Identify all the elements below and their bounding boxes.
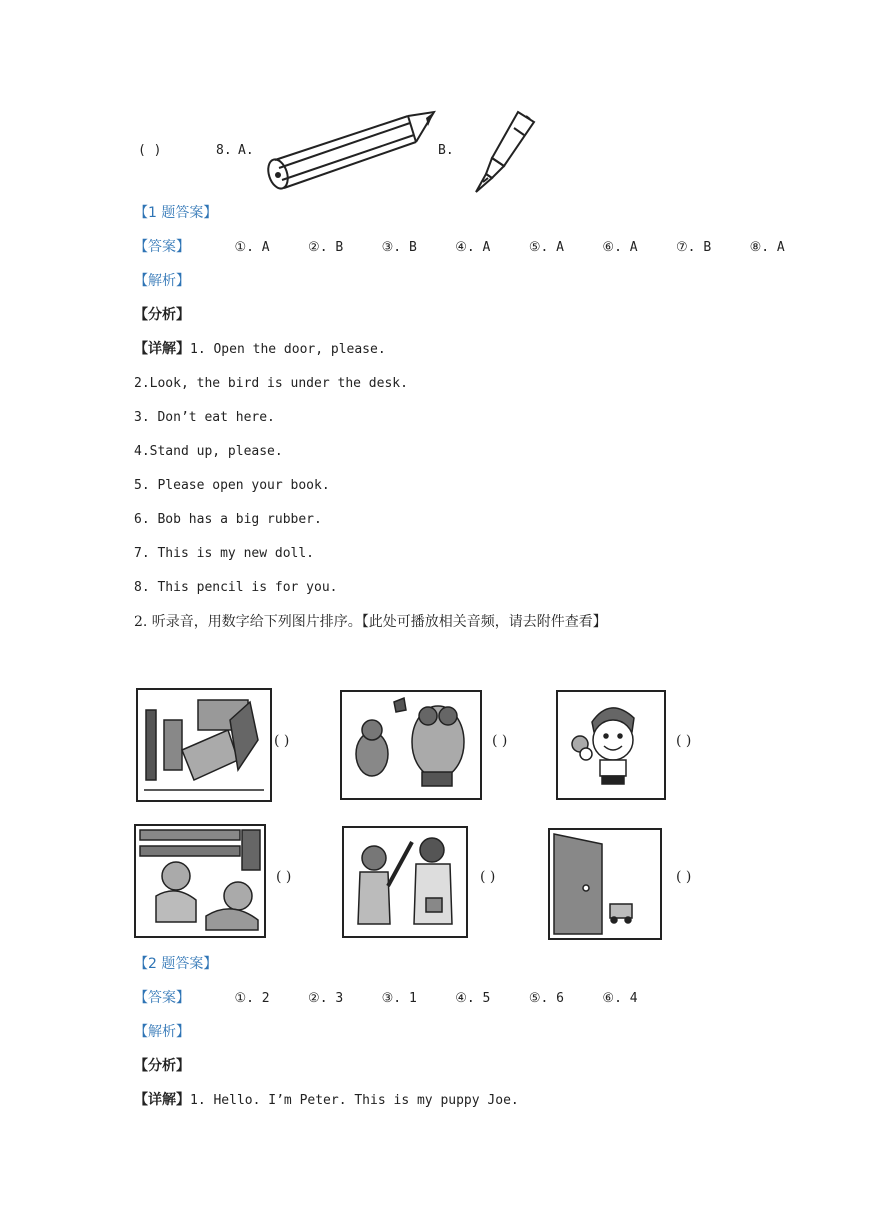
picture-1-answer-blank[interactable]: ( )	[274, 733, 290, 749]
section2-analysis-label: 【解析】	[134, 1024, 190, 1040]
picture-door-toy-car	[548, 828, 662, 940]
section2-fenxi-label: 【分析】	[134, 1058, 190, 1074]
section1-answer-7: ⑦. B	[676, 240, 712, 255]
section1-answer-2: ②. B	[308, 240, 344, 255]
section1-detail-line-7: 7. This is my new doll.	[134, 546, 315, 561]
picture-two-people-ruler	[342, 826, 468, 938]
fountain-pen-image	[470, 108, 540, 194]
section1-detail-line-3: 3. Don’t eat here.	[134, 410, 275, 425]
picture-4-answer-blank[interactable]: ( )	[276, 869, 292, 885]
q8-option-b-label: B.	[438, 143, 454, 158]
picture-classroom-door	[136, 688, 272, 802]
q8-number: 8.	[216, 143, 232, 158]
section1-answer-label: 【答案】	[134, 239, 190, 255]
section1-answer-8: ⑧. A	[749, 240, 785, 255]
section1-answer-3: ③. B	[381, 240, 417, 255]
picture-library-reading	[134, 824, 266, 938]
section2-answer-6: ⑥. 4	[602, 991, 638, 1006]
pencil-image	[262, 108, 438, 192]
picture-2-answer-blank[interactable]: ( )	[492, 733, 508, 749]
section2-header: 【2 题答案】	[134, 956, 218, 972]
section1-detail-label: 【详解】	[134, 341, 190, 357]
picture-bird-mouse	[340, 690, 482, 800]
section1-answer-1: ①. A	[234, 240, 270, 255]
section1-detail-line-2: 2.Look, the bird is under the desk.	[134, 376, 408, 391]
section1-detail-line-5: 5. Please open your book.	[134, 478, 330, 493]
picture-6-answer-blank[interactable]: ( )	[676, 869, 692, 885]
section2-answer-label: 【答案】	[134, 990, 190, 1006]
section1-answer-5: ⑤. A	[528, 240, 564, 255]
section1-analysis-label: 【解析】	[134, 273, 190, 289]
question2-prompt: 2. 听录音，用数字给下列图片排序。【此处可播放相关音频，请去附件查看】	[134, 614, 607, 630]
section1-fenxi-label: 【分析】	[134, 307, 190, 323]
section2-answer-1: ①. 2	[234, 991, 270, 1006]
section2-answer-2: ②. 3	[308, 991, 344, 1006]
section2-detail-label: 【详解】	[134, 1092, 190, 1108]
section1-header: 【1 题答案】	[134, 205, 218, 221]
section1-detail-line-1: 【详解】1. Open the door, please.	[134, 341, 386, 357]
q8-paren: ( )	[138, 143, 162, 158]
picture-5-answer-blank[interactable]: ( )	[480, 869, 496, 885]
section1-detail-line-6: 6. Bob has a big rubber.	[134, 512, 322, 527]
section1-answer-row	[134, 238, 785, 257]
section1-answer-4: ④. A	[455, 240, 491, 255]
picture-boy-puppy	[556, 690, 666, 800]
section2-answer-4: ④. 5	[455, 991, 491, 1006]
picture-3-answer-blank[interactable]: ( )	[676, 733, 692, 749]
q8-option-a-label: A.	[238, 143, 254, 158]
section2-answer-3: ③. 1	[381, 991, 417, 1006]
section2-detail-line-1: 【详解】1. Hello. I’m Peter. This is my puppy Joe.	[134, 1092, 519, 1108]
section2-answer-5: ⑤. 6	[528, 991, 564, 1006]
section1-detail-line-4: 4.Stand up, please.	[134, 444, 283, 459]
section1-answer-6: ⑥. A	[602, 240, 638, 255]
section1-detail-line-8: 8. This pencil is for you.	[134, 580, 338, 595]
section2-answer-row	[134, 989, 638, 1008]
